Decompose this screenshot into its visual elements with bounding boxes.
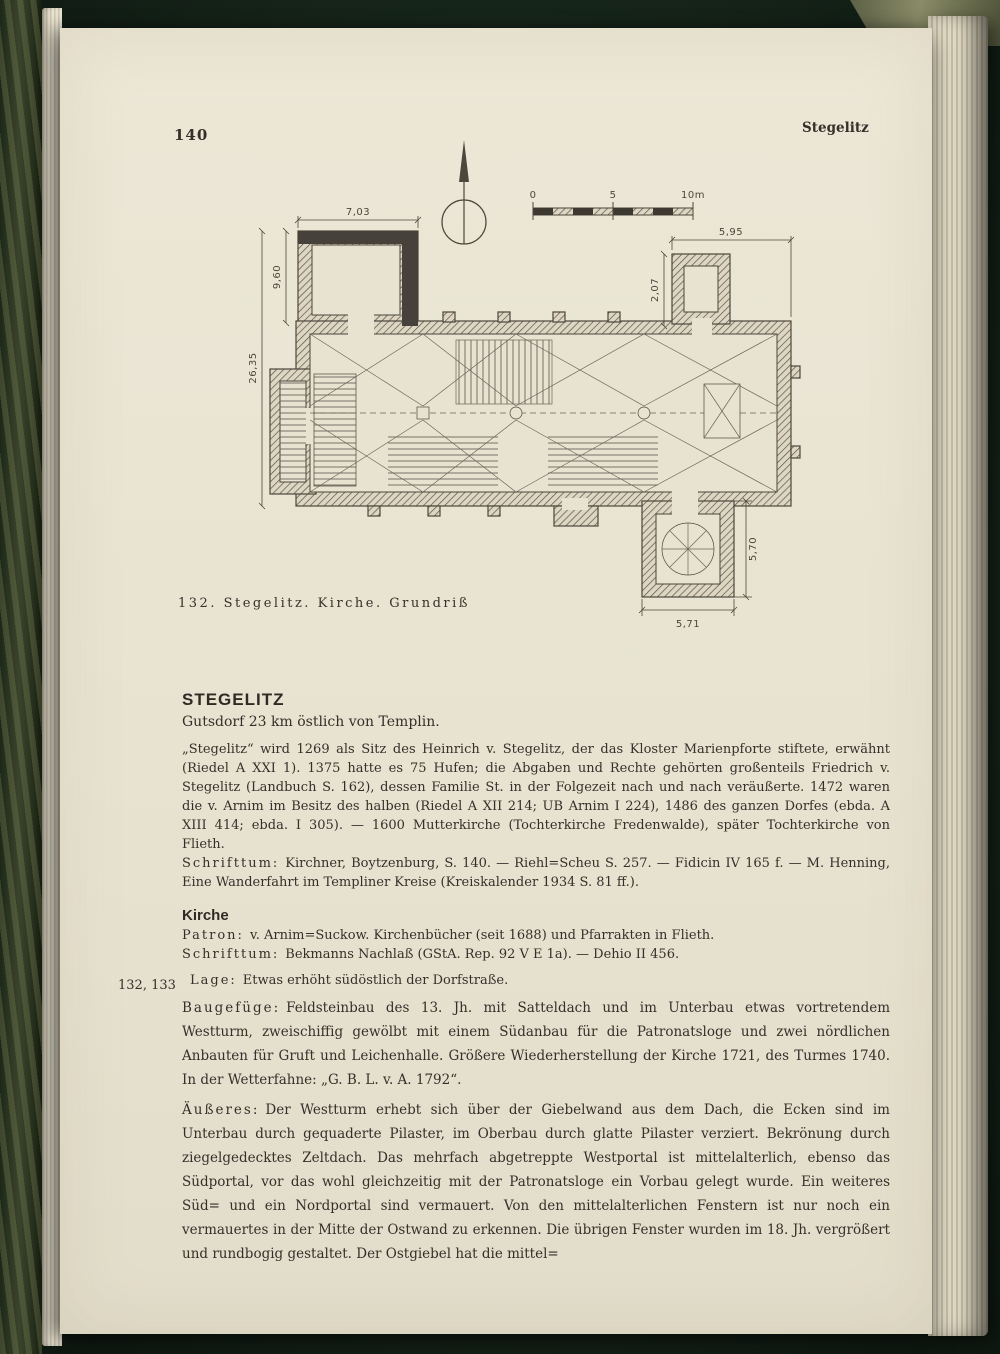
baugefuege-paragraph [182, 996, 890, 1092]
lage-paragraph [190, 971, 890, 990]
lage-label: Lage: [190, 973, 237, 988]
kirche-schrifttum-paragraph [182, 945, 890, 964]
running-header: Stegelitz [802, 120, 869, 136]
aeusseres-label: Äußeres: [182, 1102, 260, 1118]
schrifttum-label: Schrifttum: [182, 856, 280, 871]
baugefuege-label: Baugefüge: [182, 1000, 281, 1016]
book-page [60, 28, 932, 1334]
page-number: 140 [174, 126, 209, 144]
scale-label-10m: 10m [681, 190, 705, 201]
patron-label: Patron: [182, 928, 244, 943]
dim-body-length: 26,35 [248, 352, 259, 384]
dim-tower-depth: 9,60 [272, 264, 283, 290]
article-column [182, 690, 890, 1266]
schrifttum-text: Kirchner, Boytzenburg, S. 140. — Riehl=Scheu S. 257. — Fidicin IV 165 f. — M. Henning, Eine Wanderfahrt im Templiner Kreise (Kreiskalender 1934 S. 81 ff.). [182, 856, 890, 890]
north-arrow-icon [442, 140, 486, 244]
page-stack-left [42, 8, 62, 1346]
patron-paragraph [182, 926, 890, 945]
aeusseres-paragraph [182, 1098, 890, 1266]
dim-se-annex-depth: 5,70 [748, 536, 759, 562]
patron-text: v. Arnim=Suckow. Kirchenbücher (seit 1688) und Pfarrakten in Flieth. [249, 928, 715, 943]
scale-bar [533, 202, 693, 220]
scale-label-5: 5 [609, 190, 617, 201]
dim-tower-width: 7,03 [345, 207, 371, 218]
figure-caption: 132. Stegelitz. Kirche. Grundriß [178, 596, 470, 611]
kirche-heading: Kirche [182, 907, 229, 924]
dim-ne-annex-width: 5,95 [718, 227, 744, 238]
kirche-schrifttum-label: Schrifttum: [182, 947, 280, 962]
kirche-schrifttum-text: Bekmanns Nachlaß (GStA. Rep. 92 V E 1a). — Dehio II 456. [285, 947, 680, 962]
dim-se-annex-width: 5,71 [675, 619, 701, 630]
dim-ne-annex-depth: 2,07 [650, 277, 661, 303]
history-text: „Stegelitz“ wird 1269 als Sitz des Heinrich v. Stegelitz, der das Kloster Marienpforte stiftete, erwähnt (Riedel A XXI 1). 1375 hatte es 75 Hufen; die Abgaben und Rechte gehörten großenteils Friedrich v. Stegelitz (Landbuch S. 162), dessen Familie St. in der Folgezeit nach und nach veräußerte. 1472 waren die v. Arnim im Besitz des halben (Riedel A XII 214; UB Arnim I 224), 1486 des ganzen Dorfes (ebda. A XIII 414; ebda. I 305). — 1600 Mutterkirche (Tochterkirche Fredenwalde), später Tochterkirche von Flieth. [182, 742, 890, 852]
section-subtitle: Gutsdorf 23 km östlich von Templin. [182, 714, 440, 730]
baugefuege-text: Feldsteinbau des 13. Jh. mit Satteldach und im Unterbau etwas vortretendem Westturm, zweischiffig gewölbt mit einem Südanbau für die Patronatsloge und zwei nördlichen Anbauten für Gruft und Leichenhalle. Größere Wiederherstellung der Kirche 1721, des Turmes 1740. In der Wetterfahne: „G. B. L. v. A. 1792“. [182, 1000, 890, 1088]
schrifttum-paragraph [182, 854, 890, 892]
book-cover-spine [0, 0, 42, 1354]
figure-reference-note: 132, 133 [118, 978, 176, 993]
section-title: STEGELITZ [182, 690, 285, 709]
floor-plan-figure [248, 136, 838, 636]
scale-label-0: 0 [529, 190, 537, 201]
page-stack-right [928, 16, 988, 1336]
aeusseres-text: Der Westturm erhebt sich über der Giebelwand aus dem Dach, die Ecken sind im Unterbau durch gequaderte Pilaster, im Oberbau durch glatte Pilaster verziert. Bekrönung durch ziegelgedecktes Zeltdach. Das mehrfach abgetreppte Westportal ist mittelalterlich, ebenso das Südportal, vor das wohl gleichzeitig mit der Patronatsloge ein Vorbau gelegt wurde. Ein weiteres Süd= und ein Nordportal sind vermauert. Von den mittelalterlichen Fenstern ist nur noch ein vermauertes in der Mitte der Ostwand zu erkennen. Die übrigen Fenster wurden im 18. Jh. vergrößert und rundbogig gestaltet. Der Ostgiebel hat die mittel= [182, 1102, 890, 1262]
history-paragraph [182, 740, 890, 854]
lage-text: Etwas erhöht südöstlich der Dorfstraße. [242, 973, 509, 988]
